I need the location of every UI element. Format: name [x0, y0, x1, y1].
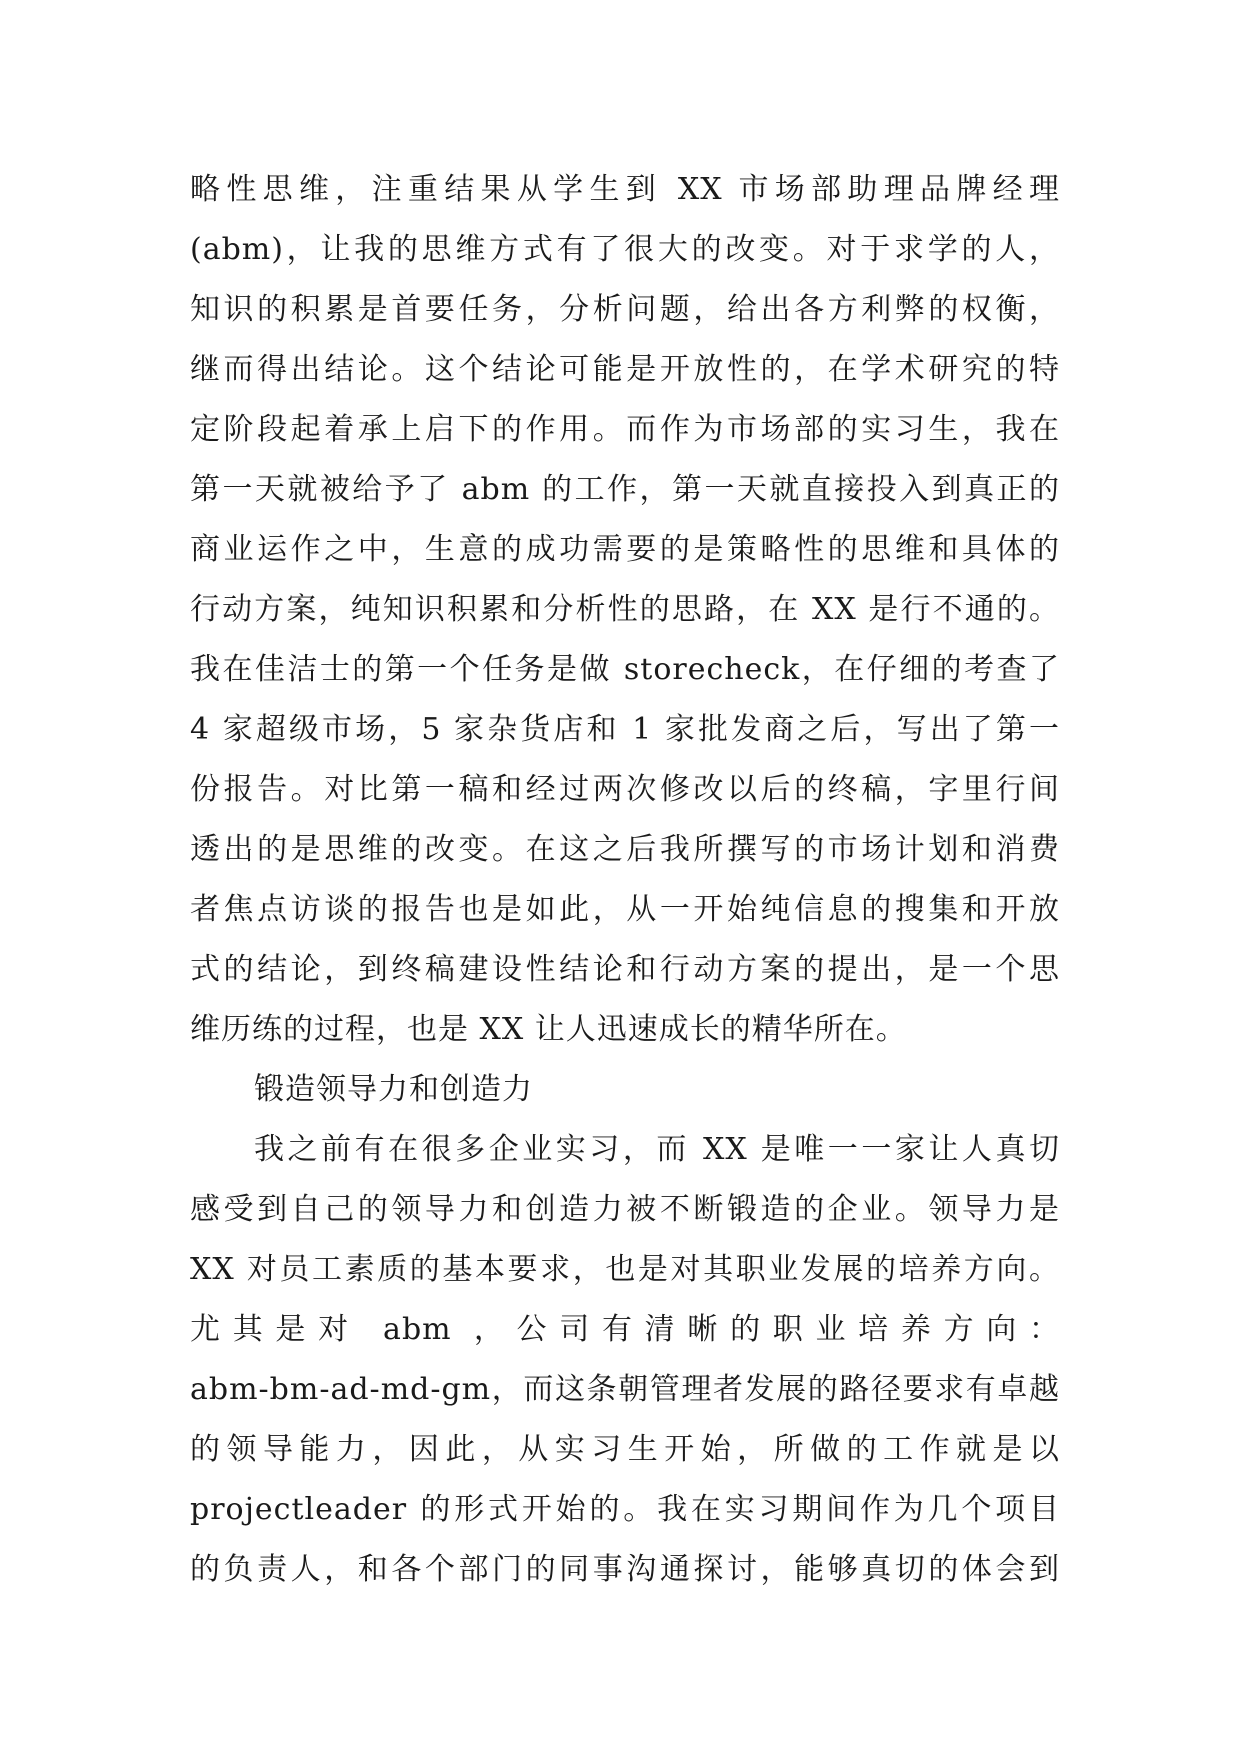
text-line: 的领导能力，因此，从实习生开始，所做的工作就是以 — [190, 1432, 1060, 1467]
text-line: XX 对员工素质的基本要求，也是对其职业发展的培养方向。 — [190, 1252, 1060, 1287]
text-line: 定阶段起着承上启下的作用。而作为市场部的实习生，我在 — [190, 412, 1060, 447]
text-line: 商业运作之中，生意的成功需要的是策略性的思维和具体的 — [190, 532, 1060, 567]
text-line: 的负责人，和各个部门的同事沟通探讨，能够真切的体会到 — [190, 1552, 1060, 1587]
body-text — [190, 160, 1060, 1600]
text-line: 透出的是思维的改变。在这之后我所撰写的市场计划和消费 — [190, 832, 1060, 867]
text-line: 知识的积累是首要任务，分析问题，给出各方利弊的权衡， — [190, 292, 1060, 327]
text-line: 我在佳洁士的第一个任务是做 storecheck，在仔细的考查了 — [190, 652, 1060, 687]
text-line: 4 家超级市场，5 家杂货店和 1 家批发商之后，写出了第一 — [190, 712, 1060, 747]
text-line: (abm)，让我的思维方式有了很大的改变。对于求学的人， — [190, 232, 1060, 267]
paragraph-first-line: 我之前有在很多企业实习，而 XX 是唯一一家让人真切 — [254, 1132, 1060, 1167]
text-line: 感受到自己的领导力和创造力被不断锻造的企业。领导力是 — [190, 1192, 1060, 1227]
text-line: 式的结论，到终稿建设性结论和行动方案的提出，是一个思 — [190, 952, 1060, 987]
text-line: projectleader 的形式开始的。我在实习期间作为几个项目 — [190, 1492, 1060, 1527]
text-line: 者焦点访谈的报告也是如此，从一开始纯信息的搜集和开放 — [190, 892, 1060, 927]
text-line: 继而得出结论。这个结论可能是开放性的，在学术研究的特 — [190, 352, 1060, 387]
text-line: 尤其是对 abm ，公司有清晰的职业培养方向： — [190, 1312, 1060, 1347]
section-heading: 锻造领导力和创造力 — [254, 1072, 533, 1107]
paragraph-end-line: 维历练的过程，也是 XX 让人迅速成长的精华所在。 — [190, 1012, 907, 1047]
text-line: 份报告。对比第一稿和经过两次修改以后的终稿，字里行间 — [190, 772, 1060, 807]
text-line: abm-bm-ad-md-gm，而这条朝管理者发展的路径要求有卓越 — [190, 1372, 1060, 1407]
text-line: 第一天就被给予了 abm 的工作，第一天就直接投入到真正的 — [190, 472, 1060, 507]
text-line: 略性思维，注重结果从学生到 XX 市场部助理品牌经理 — [190, 172, 1060, 207]
text-line: 行动方案，纯知识积累和分析性的思路，在 XX 是行不通的。 — [190, 592, 1060, 627]
